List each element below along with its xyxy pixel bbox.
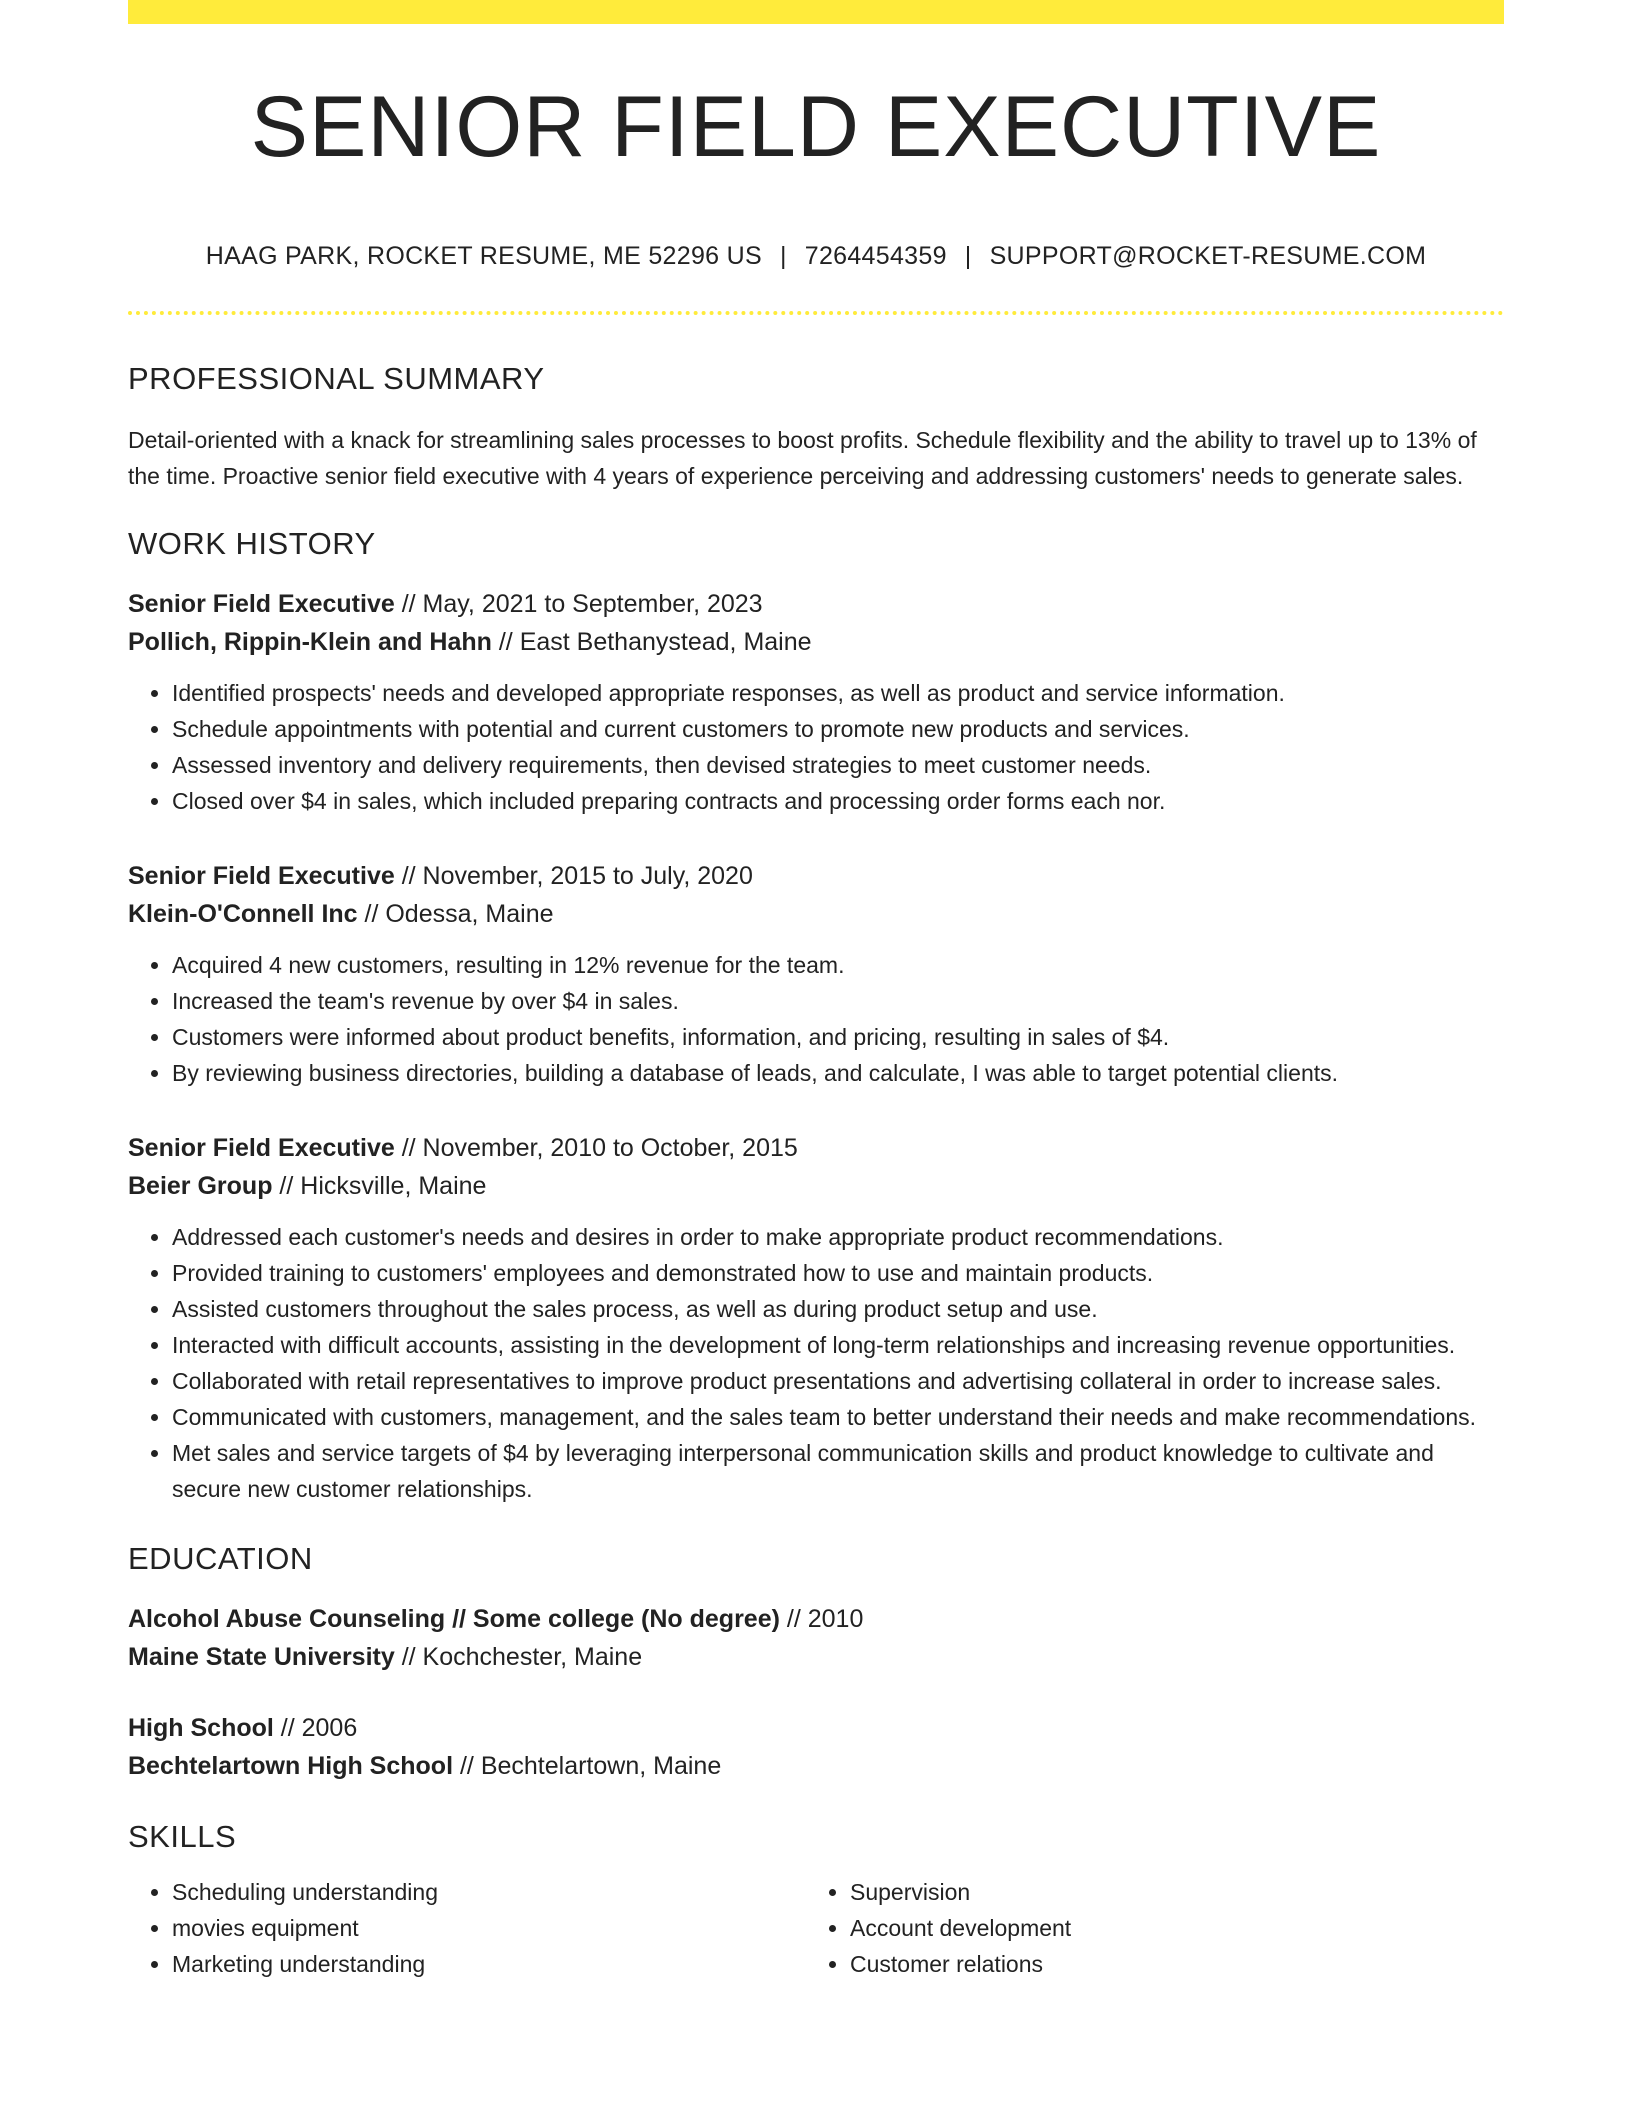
job-company: Klein-O'Connell Inc bbox=[128, 900, 358, 928]
skills-columns bbox=[128, 1874, 1504, 1982]
resume-page bbox=[128, 0, 1504, 1982]
education-degree-line bbox=[128, 1600, 1504, 1638]
list-item: • Schedule appointments with potential and current customers to promote new products and services. bbox=[172, 711, 1504, 747]
education-school: Maine State University bbox=[128, 1643, 395, 1671]
education-entry bbox=[128, 1709, 1504, 1785]
job-entry bbox=[128, 1129, 1504, 1507]
summary-text: Detail-oriented with a knack for streamlining sales processes to boost profits. Schedule flexibility and the ability to travel up to 13% of the time. Proactive senior field executive with 4 years of experience perceiving and addressing customers' needs to generate sales. bbox=[128, 427, 1477, 489]
contact-phone: 7264454359 bbox=[804, 242, 947, 270]
resume-title: SENIOR FIELD EXECUTIVE bbox=[250, 79, 1382, 175]
contact-separator: | bbox=[779, 242, 787, 270]
list-item: • Closed over $4 in sales, which included preparing contracts and processing order forms each nor. bbox=[172, 783, 1504, 819]
skills-right-column bbox=[806, 1874, 1484, 1982]
job-bullets bbox=[128, 947, 1504, 1091]
skills-left-column bbox=[128, 1874, 806, 1982]
skill-item: • Supervision bbox=[850, 1874, 1484, 1910]
list-item: • Assessed inventory and delivery requirements, then devised strategies to meet customer needs. bbox=[172, 747, 1504, 783]
list-item: • By reviewing business directories, building a database of leads, and calculate, I was able to target potential clients. bbox=[172, 1055, 1504, 1091]
summary-heading: PROFESSIONAL SUMMARY bbox=[128, 361, 545, 396]
education-heading: EDUCATION bbox=[128, 1541, 313, 1576]
education-degree: High School bbox=[128, 1714, 274, 1742]
list-item: • Met sales and service targets of $4 by leveraging interpersonal communication skills and product knowledge to cultivate and secure new customer relationships. bbox=[172, 1435, 1504, 1507]
job-entry bbox=[128, 585, 1504, 819]
work-history-heading: WORK HISTORY bbox=[128, 526, 376, 561]
education-entry bbox=[128, 1600, 1504, 1676]
education-degree: Alcohol Abuse Counseling // Some college (No degree) bbox=[128, 1605, 780, 1633]
education-school-line bbox=[128, 1747, 1504, 1785]
list-item: • Interacted with difficult accounts, assisting in the development of long-term relationships and increasing revenue opportunities. bbox=[172, 1327, 1504, 1363]
list-item: • Provided training to customers' employees and demonstrated how to use and maintain products. bbox=[172, 1255, 1504, 1291]
skill-item: • Customer relations bbox=[850, 1946, 1484, 1982]
contact-address: HAAG PARK, ROCKET RESUME, ME 52296 US bbox=[205, 242, 762, 270]
list-item: • Addressed each customer's needs and desires in order to make appropriate product recommendations. bbox=[172, 1219, 1504, 1255]
skill-item: • Account development bbox=[850, 1910, 1484, 1946]
skill-item: • movies equipment bbox=[172, 1910, 806, 1946]
list-item: • Identified prospects' needs and developed appropriate responses, as well as product and service information. bbox=[172, 675, 1504, 711]
job-location: // East Bethanystead, Maine bbox=[491, 628, 812, 656]
education-year: // 2010 bbox=[779, 1605, 864, 1633]
list-item: • Acquired 4 new customers, resulting in 12% revenue for the team. bbox=[172, 947, 1504, 983]
job-location: // Hicksville, Maine bbox=[272, 1172, 487, 1200]
education-location: // Kochchester, Maine bbox=[394, 1643, 643, 1671]
job-dates: // May, 2021 to September, 2023 bbox=[394, 590, 763, 618]
job-entry bbox=[128, 857, 1504, 1091]
education-year: // 2006 bbox=[273, 1714, 358, 1742]
dotted-divider bbox=[128, 311, 1504, 315]
job-company: Beier Group bbox=[128, 1172, 273, 1200]
education-school-line bbox=[128, 1638, 1504, 1676]
job-role-line bbox=[128, 857, 1504, 895]
list-item: • Assisted customers throughout the sales process, as well as during product setup and use. bbox=[172, 1291, 1504, 1327]
accent-bar bbox=[128, 0, 1504, 24]
job-role: Senior Field Executive bbox=[128, 590, 395, 618]
list-item: • Communicated with customers, management, and the sales team to better understand their needs and make recommendations. bbox=[172, 1399, 1504, 1435]
education-school: Bechtelartown High School bbox=[128, 1752, 454, 1780]
list-item: • Increased the team's revenue by over $4 in sales. bbox=[172, 983, 1504, 1019]
job-role-line bbox=[128, 1129, 1504, 1167]
contact-line bbox=[128, 242, 1504, 271]
skill-item: • Marketing understanding bbox=[172, 1946, 806, 1982]
education-degree-line bbox=[128, 1709, 1504, 1747]
job-company-line bbox=[128, 623, 1504, 661]
job-bullets bbox=[128, 675, 1504, 819]
skill-item: • Scheduling understanding bbox=[172, 1874, 806, 1910]
job-company: Pollich, Rippin-Klein and Hahn bbox=[128, 628, 492, 656]
job-dates: // November, 2015 to July, 2020 bbox=[394, 862, 753, 890]
job-company-line bbox=[128, 895, 1504, 933]
list-item: • Customers were informed about product benefits, information, and pricing, resulting in sales of $4. bbox=[172, 1019, 1504, 1055]
job-role: Senior Field Executive bbox=[128, 862, 395, 890]
contact-separator: | bbox=[964, 242, 972, 270]
job-company-line bbox=[128, 1167, 1504, 1205]
job-dates: // November, 2010 to October, 2015 bbox=[394, 1134, 798, 1162]
job-role-line bbox=[128, 585, 1504, 623]
skills-heading: SKILLS bbox=[128, 1819, 237, 1854]
job-bullets bbox=[128, 1219, 1504, 1507]
education-location: // Bechtelartown, Maine bbox=[453, 1752, 722, 1780]
job-location: // Odessa, Maine bbox=[357, 900, 554, 928]
job-role: Senior Field Executive bbox=[128, 1134, 395, 1162]
list-item: • Collaborated with retail representatives to improve product presentations and advertising collateral in order to increase sales. bbox=[172, 1363, 1504, 1399]
contact-email: SUPPORT@ROCKET-RESUME.COM bbox=[989, 242, 1427, 270]
